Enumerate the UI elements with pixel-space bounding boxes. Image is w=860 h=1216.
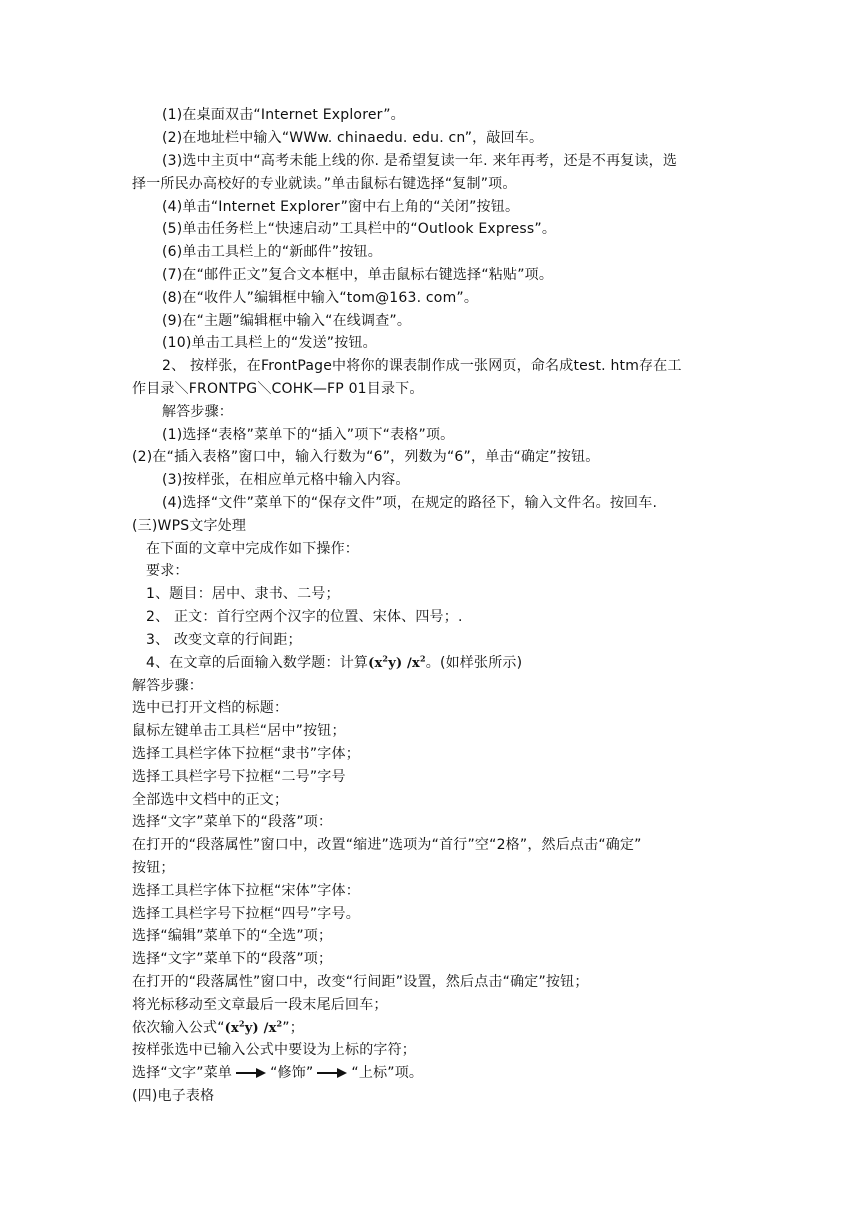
- formula-input-line: [132, 1017, 304, 1039]
- text-line: 鼠标左键单击工具栏“居中”按钮；: [132, 723, 346, 739]
- text-line: 选择工具栏字体下拉框“宋体”字体：: [132, 883, 360, 899]
- text-line: (6)单击工具栏上的“新邮件”按钮。: [162, 244, 382, 260]
- text-line: (1)选择“表格”菜单下的“插入”项下“表格”项。: [162, 427, 455, 443]
- text-line: 。(如样张所示): [425, 655, 523, 671]
- text-line: 1、题目：居中、隶书、二号；: [146, 586, 340, 602]
- text-line: 选择工具栏字体下拉框“隶书”字体；: [132, 746, 360, 762]
- text-line: (2)在“插入表格”窗口中，输入行数为“6”，列数为“6”，单击“确定”按钮。: [132, 449, 600, 465]
- text-line: 选择“文字”菜单下的“段落”项：: [132, 814, 333, 830]
- text-line: 解答步骤：: [132, 678, 203, 694]
- section-heading: (四)电子表格: [132, 1088, 215, 1104]
- text-line: 依次输入公式“: [132, 1020, 225, 1036]
- text-line: 2、 正文：首行空两个汉字的位置、宋体、四号；.: [146, 609, 463, 625]
- text-line: (10)单击工具栏上的“发送”按钮。: [162, 335, 377, 351]
- formula: $(x^2y)$ $/x^2$: [224, 1018, 283, 1036]
- text-line: (7)在“邮件正文”复合文本框中，单击鼠标右键选择“粘贴”项。: [162, 267, 554, 283]
- text-line: (5)单击任务栏上“快速启动”工具栏中的“Outlook Express”。: [162, 221, 557, 237]
- text-line: 在打开的“段落属性”窗口中，改变“行间距”设置，然后点击“确定”按钮；: [132, 974, 589, 990]
- text-line: (2)在地址栏中输入“WWw. chinaedu. edu. cn”，敲回车。: [162, 130, 544, 146]
- text-line: 择一所民办高校好的专业就读。”单击鼠标右键选择“复制”项。: [132, 176, 517, 192]
- text-line: 按钮；: [132, 860, 175, 876]
- text-line: (1)在桌面双击“Internet Explorer”。: [162, 107, 405, 123]
- formula: $(x^2y)$ $/x^2$: [368, 653, 426, 671]
- text-line: 解答步骤：: [162, 404, 233, 420]
- text-line: 按样张选中已输入公式中要设为上标的字符；: [132, 1042, 416, 1058]
- text-line: 选择“编辑”菜单下的“全选”项；: [132, 928, 333, 944]
- text-line: ”；: [282, 1020, 304, 1036]
- text-line: “上标”项。: [351, 1065, 424, 1081]
- text-line: (8)在“收件人”编辑框中输入“tom@163. com”。: [162, 290, 479, 306]
- text-line: (4)选择“文件”菜单下的“保存文件”项，在规定的路径下，输入文件名。按回车.: [162, 495, 658, 511]
- text-line: (3)选中主页中“高考未能上线的你. 是希望复读一年. 来年再考，还是不再复读，选: [162, 153, 678, 169]
- text-line: 将光标移动至文章最后一段末尾后回车；: [132, 997, 388, 1013]
- text-line: 作目录＼FRONTPG＼COHK—FP 01目录下。: [132, 381, 424, 397]
- text-line: (9)在“主题”编辑框中输入“在线调查”。: [162, 313, 412, 329]
- text-line: 全部选中文档中的正文；: [132, 792, 289, 808]
- text-line: 4、在文章的后面输入数学题：计算: [146, 655, 369, 671]
- text-line: (4)单击“Internet Explorer”窗中右上角的“关闭”按钮。: [162, 199, 520, 215]
- text-line: 选择工具栏字号下拉框“二号”字号: [132, 769, 346, 785]
- text-line: (3)按样张，在相应单元格中输入内容。: [162, 472, 410, 488]
- text-line: 要求：: [146, 563, 189, 579]
- math-question-line: [146, 652, 522, 674]
- section-heading: (三)WPS文字处理: [132, 518, 247, 534]
- arrow-right-icon: [236, 1067, 266, 1079]
- text-line: 选择工具栏字号下拉框“四号”字号。: [132, 906, 360, 922]
- text-line: 在打开的“段落属性”窗口中，改置“缩进”选项为“首行”空“2格”，然后点击“确定”: [132, 837, 642, 853]
- text-line: 在下面的文章中完成作如下操作：: [146, 541, 359, 557]
- text-line: 选择“文字”菜单: [132, 1065, 233, 1081]
- text-line: 选择“文字”菜单下的“段落”项；: [132, 951, 333, 967]
- text-line: 2、 按样张，在FrontPage中将你的课表制作成一张网页，命名成test. htm存在工: [162, 358, 682, 374]
- arrow-right-icon: [317, 1067, 347, 1079]
- menu-path-line: [132, 1062, 423, 1084]
- text-line: 选中已打开文档的标题：: [132, 700, 289, 716]
- text-line: 3、 改变文章的行间距；: [146, 632, 302, 648]
- text-line: “修饰”: [270, 1065, 314, 1081]
